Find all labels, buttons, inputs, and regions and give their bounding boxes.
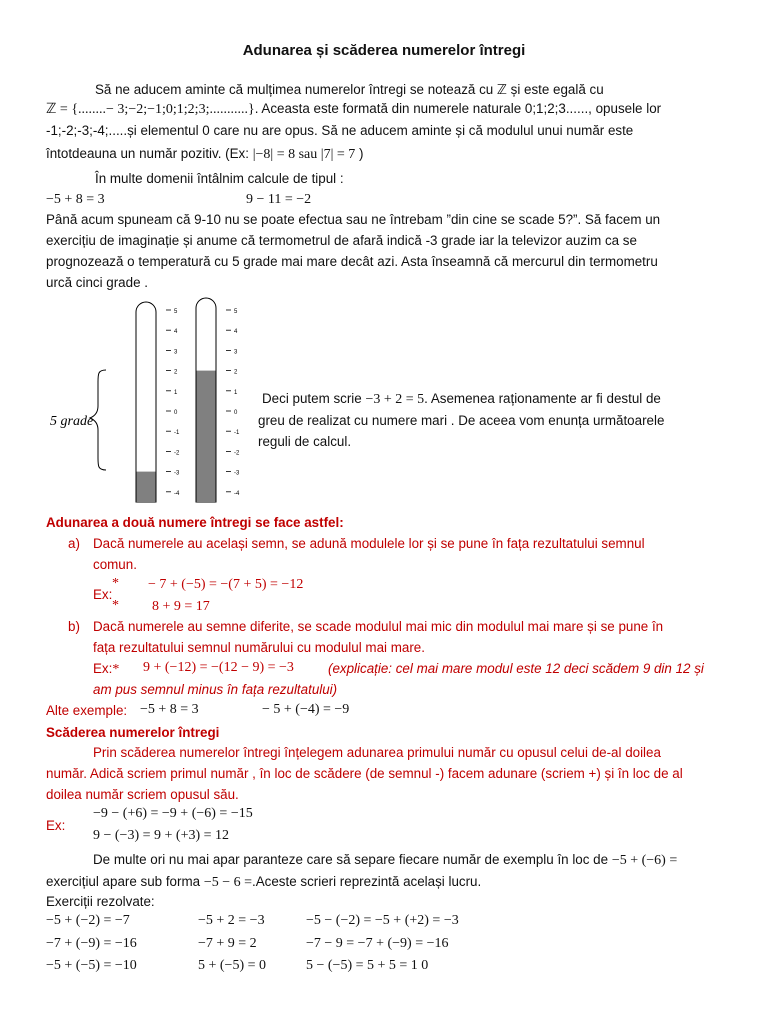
solved-r1-c3: −5 − (−2) = −5 + (+2) = −3 [306,913,459,928]
tick-label: -2 [174,450,180,457]
paren-line-1: De multe ori nu mai apar paranteze care să separe fiecare număr de exemplu în loc de [93,852,609,867]
solved-r2-c3: −7 − 9 = −7 + (−9) = −16 [306,936,449,951]
tick-label: -1 [174,430,180,437]
solved-r2-c2: −7 + 9 = 2 [198,936,257,951]
paren-short-form: −5 − 6 = [203,875,252,890]
subtraction-example-1: −9 − (+6) = −9 + (−6) = −15 [93,806,253,821]
other-examples-label: Alte exemple: [46,703,128,718]
tick-label: 1 [234,389,238,396]
subtraction-example-2: 9 − (−3) = 9 + (+3) = 12 [93,828,230,843]
subtraction-line-2: număr. Adică scriem primul număr , în loc de scădere (de semnul -) facem adunare (scriem +) și în loc de al [46,766,683,781]
subtraction-line-1: Prin scăderea numerelor întregi înțelegem adunarea primului număr cu opusul celui de-al doilea [93,745,661,760]
tick-label: -1 [234,430,240,437]
rule-a-ex-label: Ex: [93,587,113,602]
intro-line-2: . Aceasta este formată din numerele naturale 0;1;2;3......, opusele lor [254,101,662,116]
tick-label: -3 [234,470,240,477]
tick-label: 5 [174,309,178,315]
tick-label: -4 [174,490,180,497]
mercury-left [137,472,156,502]
paren-line-2-pre: exercițiul apare sub forma [46,874,201,889]
tick-label: 4 [234,329,238,336]
side-text-pre: Deci putem scrie [262,391,362,406]
paren-example: −5 + (−6) = [611,853,678,868]
star-1: * [112,576,119,591]
tick-label: 5 [234,309,238,315]
exercise-line-4: urcă cinci grade . [46,275,148,290]
other-example-1: −5 + 8 = 3 [140,702,199,717]
tick-label: 2 [234,369,238,376]
solved-r3-c2: 5 + (−5) = 0 [198,958,267,973]
tick-label: -3 [174,470,180,477]
subtraction-line-3: doilea număr scriem opusul său. [46,787,239,802]
rule-b-ex-label: Ex: [93,661,113,676]
thermometer-figure [40,294,260,508]
star-2: * [112,598,119,613]
page-title: Adunarea și scăderea numerelor întregi [242,42,526,59]
subtraction-heading: Scăderea numerelor întregi [46,725,220,740]
tick-label: 2 [174,369,178,376]
rule-b-line-1: Dacă numerele au semne diferite, se scade modulul mai mic din modulul mai mare și se pune în [93,619,664,634]
exercise-line-1: Până acum spuneam că 9-10 nu se poate efectua sau ne întrebam ”din cine se scade 5?”. Să facem un [46,212,661,227]
solved-r1-c1: −5 + (−2) = −7 [46,913,130,928]
thermometer-left [136,302,180,502]
tick-label: 1 [174,389,178,396]
calc-2: 9 − 11 = −2 [246,192,312,207]
side-text-line-3: reguli de calcul. [258,434,352,449]
tick-label: 3 [174,349,178,356]
tick-label: 0 [174,410,178,416]
integer-set: ℤ = {........− 3;−2;−1;0;1;2;3;...........} [46,102,255,117]
rule-b-marker: b) [68,619,80,634]
tick-label: -2 [234,450,240,457]
exercise-line-2: exercițiu de imaginație și anume că termometrul de afară indică -3 grade iar la televizor auzim ca se [46,233,637,248]
side-equation: −3 + 2 = 5 [365,392,425,407]
solved-r3-c1: −5 + (−5) = −10 [46,958,137,973]
rule-a-example-2: 8 + 9 = 17 [152,599,210,614]
tick-label: -4 [234,490,240,497]
paren-line-2-post: .Aceste scrieri reprezintă același lucru. [252,874,482,889]
solved-r2-c1: −7 + (−9) = −16 [46,936,137,951]
domains-line: În multe domenii întâlnim calcule de tipul : [95,171,344,186]
thermometer-right [196,298,240,502]
side-text-post: . Asemenea raționamente ar fi destul de [424,391,661,406]
intro-line-4-end: ) [359,146,364,161]
intro-line-1: Să ne aducem aminte că mulțimea numerelor întregi se notează cu ℤ și este egală cu [95,82,604,97]
star-3: * [112,662,120,677]
rule-a-line-2: comun. [93,557,137,572]
modulus-example: |−8| = 8 sau |7| = 7 [252,147,356,162]
solved-r3-c3: 5 − (−5) = 5 + 5 = 1 0 [306,958,429,973]
solved-heading: Exerciții rezolvate: [46,894,155,909]
intro-line-4: întotdeauna un număr pozitiv. (Ex: [46,146,249,161]
addition-heading: Adunarea a două numere întregi se face astfel: [46,515,344,530]
rule-b-example: 9 + (−12) = −(12 − 9) = −3 [143,660,294,675]
rule-b-explanation-2: am pus semnul minus în fața rezultatului) [93,682,338,697]
rule-b-line-2: fața rezultatului semnul numărului cu modulul mai mare. [93,640,425,655]
rule-b-explanation-1: (explicație: cel mai mare modul este 12 deci scădem 9 din 12 și [328,661,704,676]
rule-a-marker: a) [68,536,80,551]
intro-line-3: -1;-2;-3;-4;.....și elementul 0 care nu are opus. Să ne aducem aminte și că modulul unui număr este [46,123,634,138]
calc-1: −5 + 8 = 3 [46,192,105,207]
tick-label: 4 [174,329,178,336]
subtraction-ex-label: Ex: [46,818,66,833]
rule-a-example-1: − 7 + (−5) = −(7 + 5) = −12 [148,577,304,592]
tick-label: 3 [234,349,238,356]
other-example-2: − 5 + (−4) = −9 [262,702,350,717]
side-text-line-2: greu de realizat cu numere mari . De aceea vom enunța următoarele [258,413,665,428]
solved-r1-c2: −5 + 2 = −3 [198,913,265,928]
brace-label: 5 grade [50,414,94,429]
exercise-line-3: prognozează o temperatură cu 5 grade mai mare decât azi. Asta înseamnă că mercurul din termometru [46,254,658,269]
mercury-right [197,371,216,502]
tick-label: 0 [234,410,238,416]
rule-a-line-1: Dacă numerele au același semn, se adună modulele lor și se pune în fața rezultatului semnul [93,536,645,551]
